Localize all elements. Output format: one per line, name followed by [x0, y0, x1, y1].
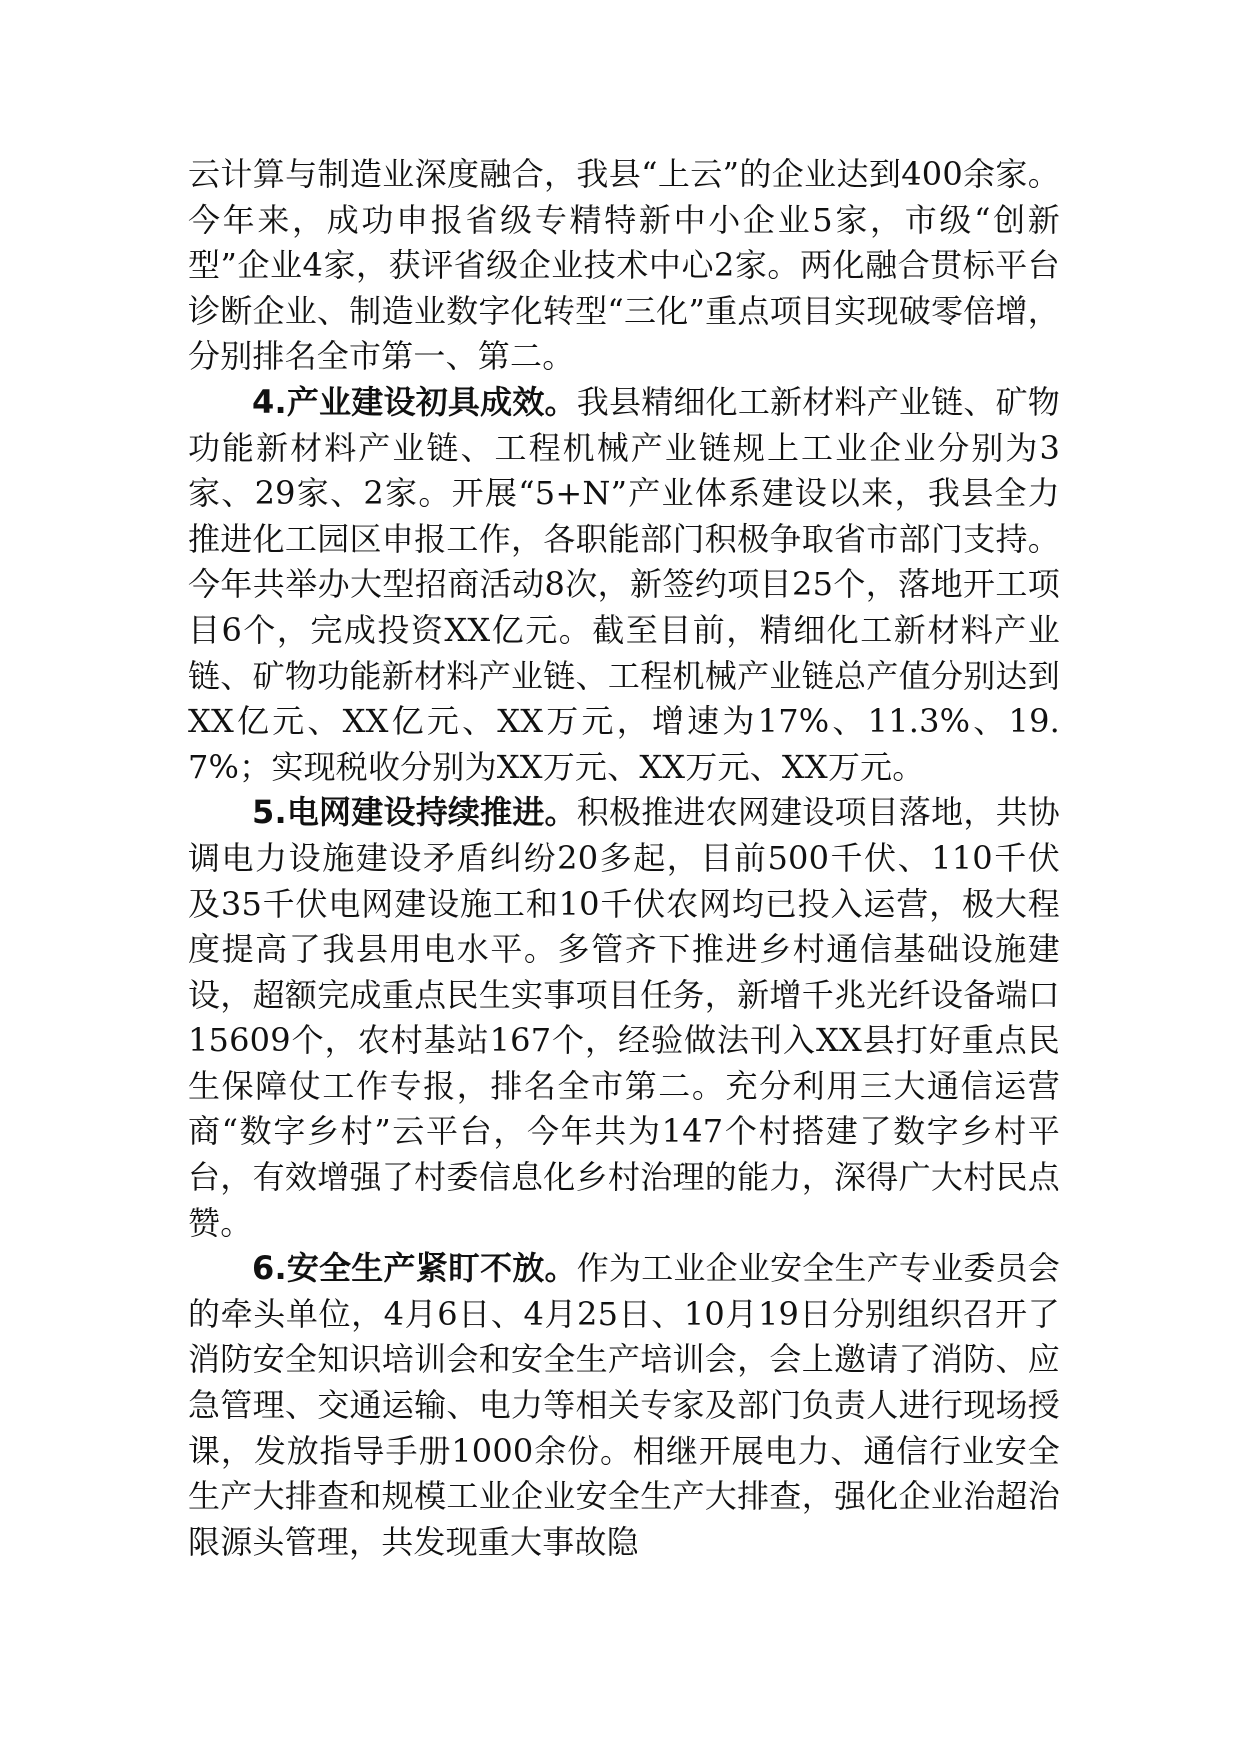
- paragraph-2-heading: 4.产业建设初具成效。: [252, 382, 577, 421]
- paragraph-3-text: 积极推进农网建设项目落地，共协调电力设施建设矛盾纠纷20多起，目前500千伏、110千伏及35千伏电网建设施工和10千伏农网均已投入运营，极大程度提高了我县用电水平。多管齐下推进乡村通信基础设施建设，超额完成重点民生实事项目任务，新增千兆光纤设备端口15609个，农村基站167个，经验做法刊入XX县打好重点民生保障仗工作专报，排名全市第二。充分利用三大通信运营商“数字乡村”云平台，今年共为147个村搭建了数字乡村平台，有效增强了村委信息化乡村治理的能力，深得广大村民点赞。: [188, 793, 1060, 1242]
- paragraph-4-heading: 6.安全生产紧盯不放。: [252, 1249, 577, 1288]
- paragraph-3-heading: 5.电网建设持续推进。: [252, 793, 577, 832]
- paragraph-3: [188, 790, 1060, 1246]
- paragraph-2: [188, 380, 1060, 790]
- document-page: [188, 152, 1060, 1565]
- paragraph-4: [188, 1246, 1060, 1565]
- paragraph-1-text: 云计算与制造业深度融合，我县“上云”的企业达到400余家。今年来，成功申报省级专精特新中小企业5家，市级“创新型”企业4家，获评省级企业技术中心2家。两化融合贯标平台诊断企业、制造业数字化转型“三化”重点项目实现破零倍增，分别排名全市第一、第二。: [188, 155, 1060, 376]
- paragraph-1: [188, 152, 1060, 380]
- paragraph-2-text: 我县精细化工新材料产业链、矿物功能新材料产业链、工程机械产业链规上工业企业分别为3家、29家、2家。开展“5+N”产业体系建设以来，我县全力推进化工园区申报工作，各职能部门积极争取省市部门支持。今年共举办大型招商活动8次，新签约项目25个，落地开工项目6个，完成投资XX亿元。截至目前，精细化工新材料产业链、矿物功能新材料产业链、工程机械产业链总产值分别达到XX亿元、XX亿元、XX万元，增速为17%、11.3%、19.7%；实现税收分别为XX万元、XX万元、XX万元。: [188, 382, 1060, 786]
- paragraph-4-text: 作为工业企业安全生产专业委员会的牵头单位，4月6日、4月25日、10月19日分别组织召开了消防安全知识培训会和安全生产培训会，会上邀请了消防、应急管理、交通运输、电力等相关专家及部门负责人进行现场授课，发放指导手册1000余份。相继开展电力、通信行业安全生产大排查和规模工业企业安全生产大排查，强化企业治超治限源头管理，共发现重大事故隐: [188, 1249, 1060, 1561]
